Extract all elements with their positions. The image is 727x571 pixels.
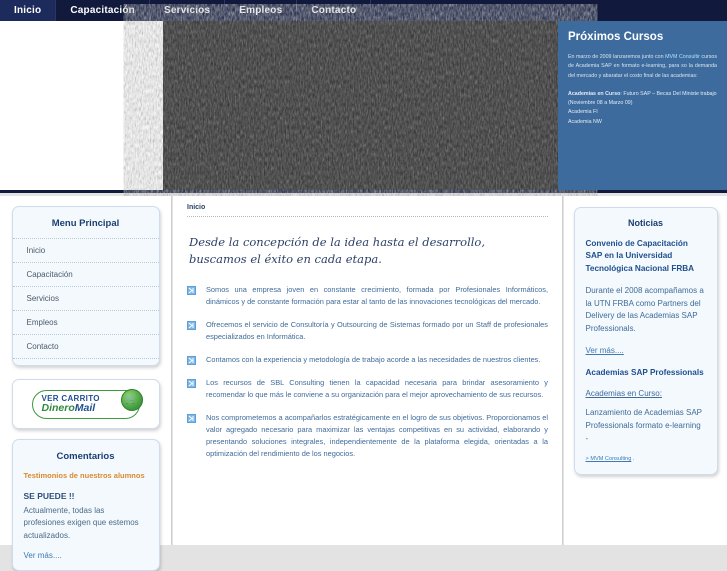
promo-intro-link[interactable]: MVM Consultir [665,54,700,60]
promo-courses-line1: : Futuro SAP – Becas Del Ministe trabajo (Noviembre 08 a Marzo 09) [568,90,717,107]
news-item-2-link-row [586,456,706,462]
nav-tab-contacto[interactable] [297,0,371,21]
nav-tab-servicios[interactable] [150,0,225,21]
cart-dinero: Dinero [41,402,75,414]
lead-line-2: buscamos el éxito en cada etapa. [189,251,382,266]
main-menu-list [13,238,159,365]
sidebar-item-contacto[interactable] [13,334,159,359]
bullet-item [187,354,548,366]
sidebar-item-inicio[interactable] [13,238,159,262]
header-logo-area [0,21,163,190]
sidebar-item-servicios[interactable] [13,286,159,310]
comentarios-body [13,471,159,570]
promo-intro-before: En marzo de 2009 lanzaremos junto con [568,54,666,60]
noticias-title: Noticias [627,218,663,228]
promo-courses-line [568,90,717,109]
bullet-text: Nos comprometemos a acompañarlos estratégicamente en el logro de sus objetivos. Proporcionamos el valor agregado necesario para maximizar las ventajas competitivas en su actividad, elaborando y presentando soluciones integrales, independientemente de la plataforma elegida, orientadas a la optimización del rendimiento de los negocios. [206,413,548,459]
main-content [173,196,563,545]
news-item-1-heading: Convenio de Capacitación SAP en la Universidad Tecnológica Nacional FRBA [585,239,695,273]
header-band [0,21,727,193]
nav-tab-empleos[interactable] [225,0,297,21]
body-region [0,196,727,561]
comentarios-panel [12,439,160,571]
testimonial-title: SE PUEDE !! [23,491,75,501]
main-menu-panel [12,206,160,366]
left-sidebar [0,196,172,561]
cart-line1: VER CARRITO [41,394,100,403]
right-sidebar [564,196,727,545]
arrow-right-icon [187,379,196,388]
sidebar-item-label: Empleos [26,318,58,327]
testimonial-text: Actualmente, todas las profesiones exigen que estemos actualizados. [23,506,139,540]
promo-panel [558,21,727,190]
bullet-item [187,377,548,401]
testimonial-more-link[interactable]: Ver más.... [23,551,62,561]
bullet-item [187,412,548,460]
arrow-right-icon [187,286,196,295]
promo-intro-after: cursos de Academia SAP en formato e-learning, para so la demanda del mercado y abaratar el costo final de las academias: [568,54,718,79]
news-item-1-more-link[interactable]: Ver más.... [585,346,624,356]
news-item-2-text: Lanzamiento de Academias SAP Professionals formato e-learning - [585,408,702,443]
arrow-right-icon [187,356,196,365]
header-banner-image [163,21,558,190]
promo-courses-line3: Academia NW [568,118,602,125]
breadcrumb: Inicio [187,204,548,217]
arrow-right-icon [187,321,196,330]
nav-tab-label: Empleos [239,5,283,16]
nav-tab-capacitacion[interactable] [56,0,150,21]
news-item-2-tail: . [631,455,635,462]
comentarios-title: Comentarios [56,451,115,462]
shopping-cart-icon: 🛒 [121,389,143,411]
cart-line2 [42,402,96,414]
news-item-2-subtitle: Academias en Curso: [585,389,662,399]
promo-title: Próximos Cursos [568,31,664,43]
cart-panel [12,379,160,429]
promo-courses [568,90,717,127]
ver-carrito-button[interactable] [32,390,140,419]
news-item-2-heading: Academias SAP Professionals [585,368,704,378]
bullet-text: Ofrecemos el servicio de Consultoría y Outsourcing de Sistemas formado por un Staff de profesionales especializados en Informática. [206,320,548,342]
bullet-item [187,319,548,343]
bullet-text: Los recursos de SBL Consulting tienen la capacidad necesaria para brindar asesoramiento y recomendar lo que más le conviene a su organización para el mejor aprovechamiento de sus recursos. [206,378,548,400]
main-menu-title: Menu Principal [51,218,120,229]
news-item-2-link[interactable]: > MVM Consulting [585,455,632,462]
nav-tab-label: Inicio [14,5,42,16]
nav-tab-label: Servicios [163,5,211,16]
nav-tab-label: Capacitación [70,5,135,16]
sidebar-item-label: Contacto [26,342,59,351]
nav-tab-inicio[interactable] [0,0,56,21]
top-navigation [0,0,727,21]
sidebar-item-label: Inicio [26,246,46,255]
bullet-list [187,284,548,460]
promo-courses-line2: Academia FI [568,109,598,116]
bullet-text: Contamos con la experiencia y metodología de trabajo acorde a las necesidades de nuestros clientes. [206,355,541,365]
cart-mail: Mail [74,402,96,414]
sidebar-item-label: Capacitación [26,270,73,279]
promo-courses-label: Academias en Curso [568,90,621,97]
noticias-body [575,238,717,462]
nav-tab-label: Contacto [311,5,357,16]
bullet-text: Somos una empresa joven en constante crecimiento, formada por Profesionales Informáticos, dinámicos y de constante formación para estar al tanto de las innovaciones tecnológicas del mercado. [206,285,548,307]
promo-intro [568,53,717,81]
sidebar-item-capacitacion[interactable] [13,262,159,286]
lead-line-1: Desde la concepción de la idea hasta el desarrollo, [189,235,486,249]
noticias-panel [574,207,718,475]
arrow-right-icon [187,414,196,423]
comentarios-subtitle: Testimonios de nuestros alumnos [23,471,145,480]
sidebar-item-empleos[interactable] [13,310,159,334]
page-lead-heading [189,234,546,267]
banner-texture-icon [163,21,558,190]
bullet-item [187,284,548,308]
news-item-1-text: Durante el 2008 acompañamos a la UTN FRBA como Partners del Delivery de las Academias SAP Professionals. [585,285,704,334]
sidebar-item-label: Servicios [26,294,59,303]
